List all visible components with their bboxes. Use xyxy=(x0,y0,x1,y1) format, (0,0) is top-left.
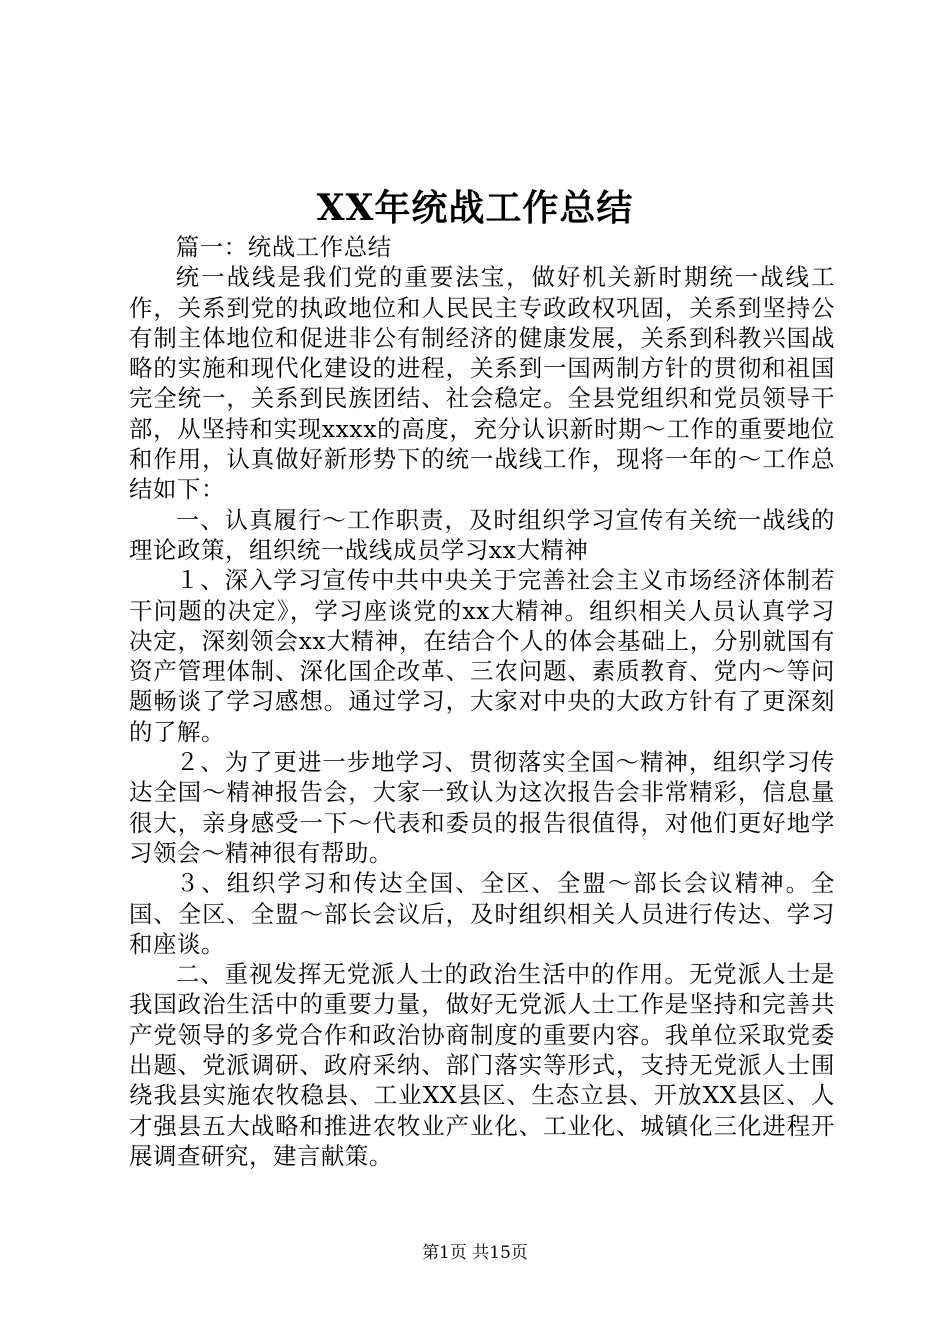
document-body xyxy=(129,232,835,1171)
document-title: XX年统战工作总结 xyxy=(316,187,634,229)
paragraph: 二、重视发挥无党派人士的政治生活中的作用。无党派人士是我国政治生活中的重要力量，做好无党派人士工作是坚持和完善共产党领导的多党合作和政治协商制度的重要内容。我单位采取党委出题、党派调研、政府采纳、部门落实等形式，支持无党派人士围绕我县实施农牧稳县、工业XX县区、生态立县、开放XX县区、人才强县五大战略和推进农牧业产业化、工业化、城镇化三化进程开展调查研究，建言献策。 xyxy=(129,960,835,1170)
page-number-footer: 第1页 共15页 xyxy=(422,1243,528,1263)
paragraph: 一、认真履行～工作职责，及时组织学习宣传有关统一战线的理论政策，组织统一战线成员学习xx大精神 xyxy=(129,505,835,564)
paragraph: ３、组织学习和传达全国、全区、全盟～部长会议精神。全国、全区、全盟～部长会议后，及时组织相关人员进行传达、学习和座谈。 xyxy=(129,869,835,958)
section-heading: 篇一：统战工作总结 xyxy=(175,233,392,261)
paragraph: ２、为了更进一步地学习、贯彻落实全国～精神，组织学习传达全国～精神报告会，大家一致认为这次报告会非常精彩，信息量很大，亲身感受一下～代表和委员的报告很值得，对他们更好地学习领会～精神很有帮助。 xyxy=(129,748,835,867)
paragraph: 统一战线是我们党的重要法宝，做好机关新时期统一战线工作，关系到党的执政地位和人民民主专政政权巩固，关系到坚持公有制主体地位和促进非公有制经济的健康发展，关系到科教兴国战略的实施和现代化建设的进程，关系到一国两制方针的贯彻和祖国完全统一，关系到民族团结、社会稳定。全县党组织和党员领导干部，从坚持和实现xxxx的高度，充分认识新时期～工作的重要地位和作用，认真做好新形势下的统一战线工作，现将一年的～工作总结如下： xyxy=(129,263,835,504)
paragraph: １、深入学习宣传中共中央关于完善社会主义市场经济体制若干问题的决定》，学习座谈党的xx大精神。组织相关人员认真学习决定，深刻领会xx大精神，在结合个人的体会基础上，分别就国有资产管理体制、深化国企改革、三农问题、素质教育、党内～等问题畅谈了学习感想。通过学习，大家对中央的大政方针有了更深刻的了解。 xyxy=(129,566,835,746)
